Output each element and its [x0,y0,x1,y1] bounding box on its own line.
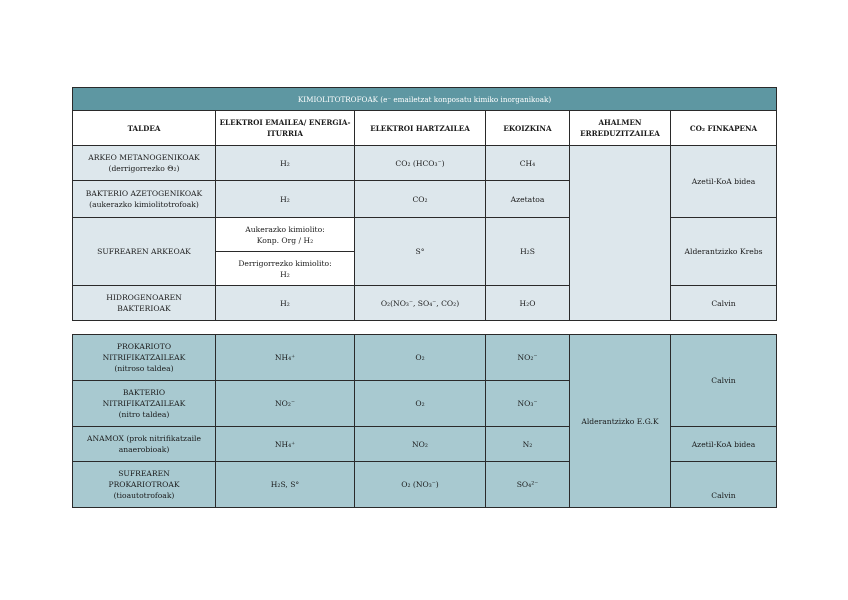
product-cell: NO₃⁻ [486,381,570,427]
product-cell: CH₄ [486,146,570,181]
fixation-cell: Azetil-KoA bidea [671,427,777,462]
acceptor-cell: O₂(NO₃⁻, SO₄⁻, CO₂) [355,286,486,321]
product-cell: H₂S [486,218,570,286]
fixation-cell: Calvin [671,286,777,321]
product-cell: NO₂⁻ [486,335,570,381]
group-cell: PROKARIOTO NITRIFIKATZAILEAK (nitroso taldea) [73,335,216,381]
fixation-cell: Alderantzizko Krebs [671,218,777,286]
header-group: TALDEA [73,111,216,146]
donor-cell: H₂ [216,146,355,181]
acceptor-cell: CO₂ (HCO₃⁻) [355,146,486,181]
group-cell: ARKEO METANOGENIKOAK (derrigorrezko Θ₂) [73,146,216,181]
donor-cell: H₂ [216,181,355,218]
donor-cell: NH₄⁺ [216,427,355,462]
acceptor-cell: O₂ (NO₃⁻) [355,462,486,508]
group-cell: SUFREAREN PROKARIOTROAK (tioautotrofoak) [73,462,216,508]
donor-cell: Derrigorrezko kimiolito: H₂ [216,252,355,286]
acceptor-cell: O₂ [355,381,486,427]
product-cell: Azetatoa [486,181,570,218]
group-cell: HIDROGENOAREN BAKTERIOAK [73,286,216,321]
reducing-power-cell [570,146,671,321]
acceptor-cell: CO₂ [355,181,486,218]
nitrifier-table [72,334,777,508]
fixation-cell: Azetil-KoA bidea [671,146,777,218]
product-cell: N₂ [486,427,570,462]
group-cell: SUFREAREN ARKEOAK [73,218,216,286]
fixation-cell: Calvin [671,335,777,427]
donor-cell: H₂S, S° [216,462,355,508]
acceptor-cell: S° [355,218,486,286]
table-banner: KIMIOLITOTROFOAK (e⁻ emailetzat konposatu kimiko inorganikoak) [73,88,777,111]
header-product: EKOIZKINA [486,111,570,146]
acceptor-cell: NO₂ [355,427,486,462]
group-cell: BAKTERIO NITRIFIKATZAILEAK (nitro taldea) [73,381,216,427]
chemolithotroph-table [72,87,777,321]
header-reducing-power: AHALMEN ERREDUZITZAILEA [570,111,671,146]
product-cell: H₂O [486,286,570,321]
group-cell: BAKTERIO AZETOGENIKOAK (aukerazko kimiolitotrofoak) [73,181,216,218]
donor-cell: H₂ [216,286,355,321]
product-cell: SO₄²⁻ [486,462,570,508]
acceptor-cell: O₂ [355,335,486,381]
reducing-power-cell: Alderantzizko E.G.K [570,335,671,508]
header-acceptor: ELEKTROI HARTZAILEA [355,111,486,146]
donor-cell: Aukerazko kimiolito: Konp. Org / H₂ [216,218,355,252]
header-donor: ELEKTROI EMAILEA/ ENERGIA-ITURRIA [216,111,355,146]
fixation-cell: Calvin [671,462,777,508]
donor-cell: NH₄⁺ [216,335,355,381]
donor-cell: NO₂⁻ [216,381,355,427]
header-co2-fixation: CO₂ FINKAPENA [671,111,777,146]
group-cell: ANAMOX (prok nitrifikatzaile anaerobioak) [73,427,216,462]
